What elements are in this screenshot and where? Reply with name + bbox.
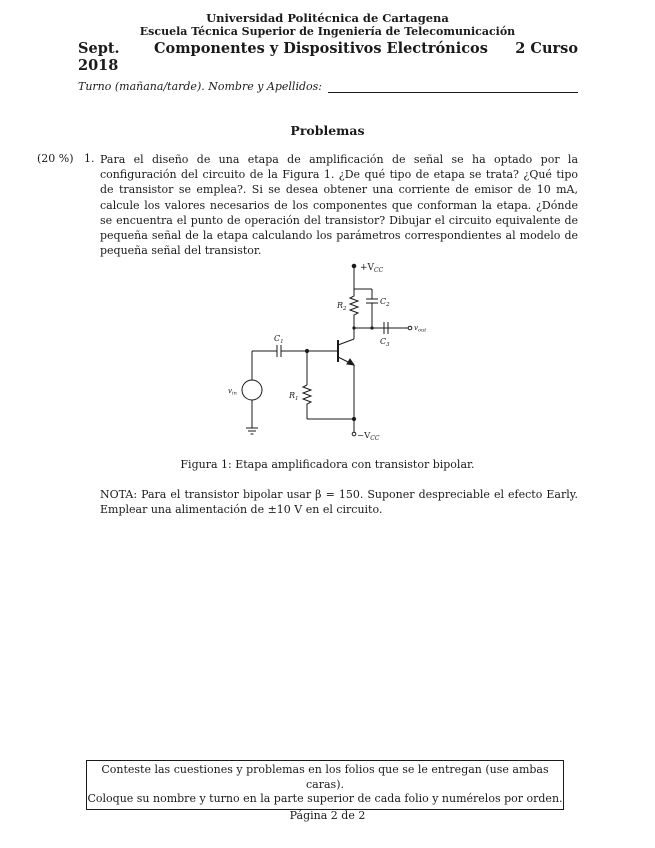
exam-header	[78, 40, 578, 74]
label-r2: $R_2$	[337, 301, 347, 312]
label-r1: $R_1$	[289, 391, 299, 402]
label-c3: $C_3$	[380, 337, 390, 348]
figure-caption: Figura 1: Etapa amplificadora con transistor bipolar.	[180, 458, 475, 471]
instructions-line-1: Conteste las cuestiones y problemas en los folios que se le entregan (use ambas caras).	[101, 763, 549, 791]
label-vin: $v_{in}$	[228, 387, 237, 397]
label-c2: $C_2$	[380, 297, 390, 308]
amplifier-circuit-diagram	[222, 256, 434, 444]
student-label: Turno (mañana/tarde). Nombre y Apellidos:	[78, 80, 322, 93]
name-blank-line	[328, 82, 578, 93]
problem-statement: Para el diseño de una etapa de amplificación de señal se ha optado por la configuración del circuito de la Figura 1. ¿De qué tipo de etapa se trata? ¿Qué tipo de transistor se emplea?. Si se desea obtener una corriente de emisor de 10 mA, calcule los valores necesarios de los componentes que conforman la etapa. ¿Dónde se encuentra el punto de operación del transistor? Dibujar el circuito equivalente de pequeña señal de la etapa calculando los parámetros correspondientes al modelo de pequeña señal del transistor.	[100, 153, 578, 258]
subject-title: Componentes y Dispositivos Electrónicos	[154, 40, 488, 57]
label-c1: $C_1$	[274, 334, 284, 345]
problem-weight: (20 %)	[37, 152, 74, 165]
resistor-r1	[303, 385, 311, 419]
label-vout: $v_{out}$	[414, 324, 427, 334]
resistor-r2	[350, 289, 358, 328]
student-info-row	[78, 80, 578, 93]
section-title: Problemas	[290, 123, 365, 138]
vcc-positive-terminal	[352, 264, 356, 268]
label-vcc-negative: $-V_{CC}$	[357, 431, 380, 442]
school-name: Escuela Técnica Superior de Ingeniería de Telecomunicación	[139, 25, 516, 38]
page-number: Página 2 de 2	[289, 809, 366, 822]
instructions-box	[86, 760, 564, 810]
vout-terminal	[408, 326, 412, 330]
exam-date: Sept. 2018	[78, 40, 120, 74]
vin-source	[242, 380, 262, 400]
problem-number: 1.	[84, 152, 95, 165]
university-name: Universidad Politécnica de Cartagena	[206, 11, 449, 25]
course-year: 2 Curso	[515, 40, 578, 57]
vcc-negative-terminal	[352, 432, 356, 436]
note-text: NOTA: Para el transistor bipolar usar β = 150. Suponer despreciable el efecto Early. Emplear una alimentación de ±10 V en el circuito.	[100, 488, 578, 517]
instructions-line-2: Coloque su nombre y turno en la parte superior de cada folio y numérelos por orden.	[87, 792, 563, 805]
label-vcc-positive: $+V_{CC}$	[360, 263, 384, 274]
